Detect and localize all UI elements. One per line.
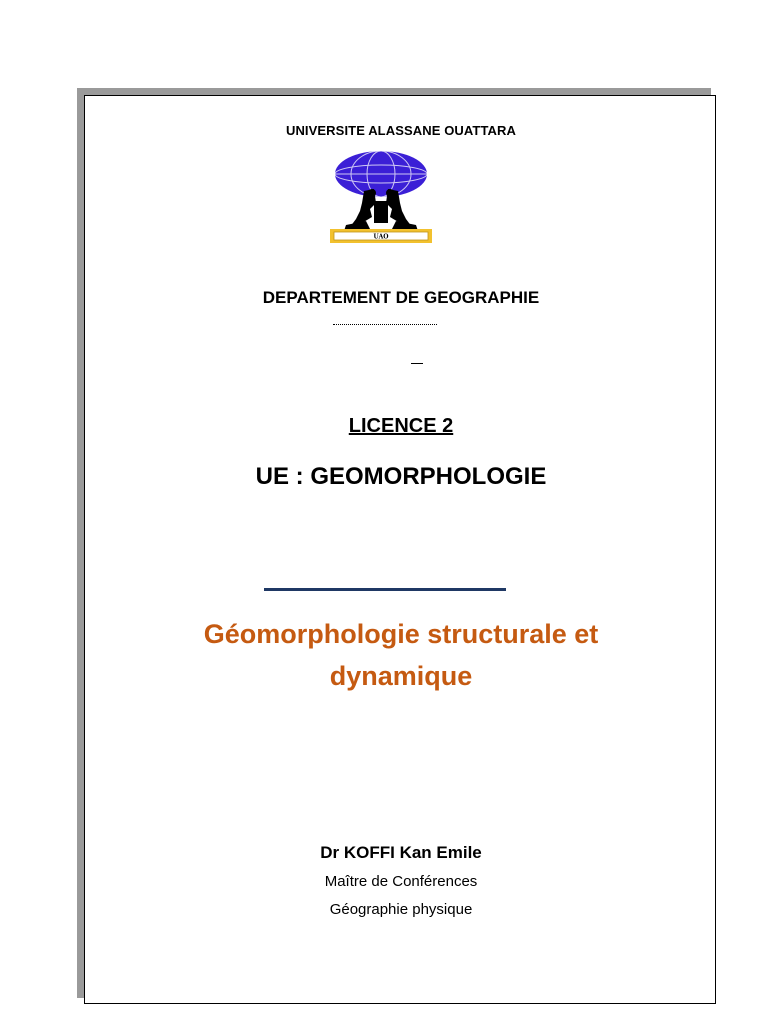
course-unit: UE : GEOMORPHOLOGIE [255,463,547,490]
licence-level: LICENCE 2 [348,415,454,437]
department-name: DEPARTEMENT DE GEOGRAPHIE [262,288,540,307]
author-field: Géographie physique [329,901,473,918]
author-role: Maître de Conférences [324,873,478,890]
title-rule [264,588,506,591]
document-title-line1: Géomorphologie structurale et [203,619,599,649]
university-name: UNIVERSITE ALASSANE OUATTARA [285,123,517,138]
dotted-separator [333,324,437,325]
author-name: Dr KOFFI Kan Emile [320,843,482,862]
cover-page [84,95,716,1004]
university-logo [326,151,436,245]
dash-mark [411,363,423,364]
document-title-line2: dynamique [329,661,473,691]
document-title [85,613,717,697]
logo-plaque-text: UAO [373,233,389,241]
